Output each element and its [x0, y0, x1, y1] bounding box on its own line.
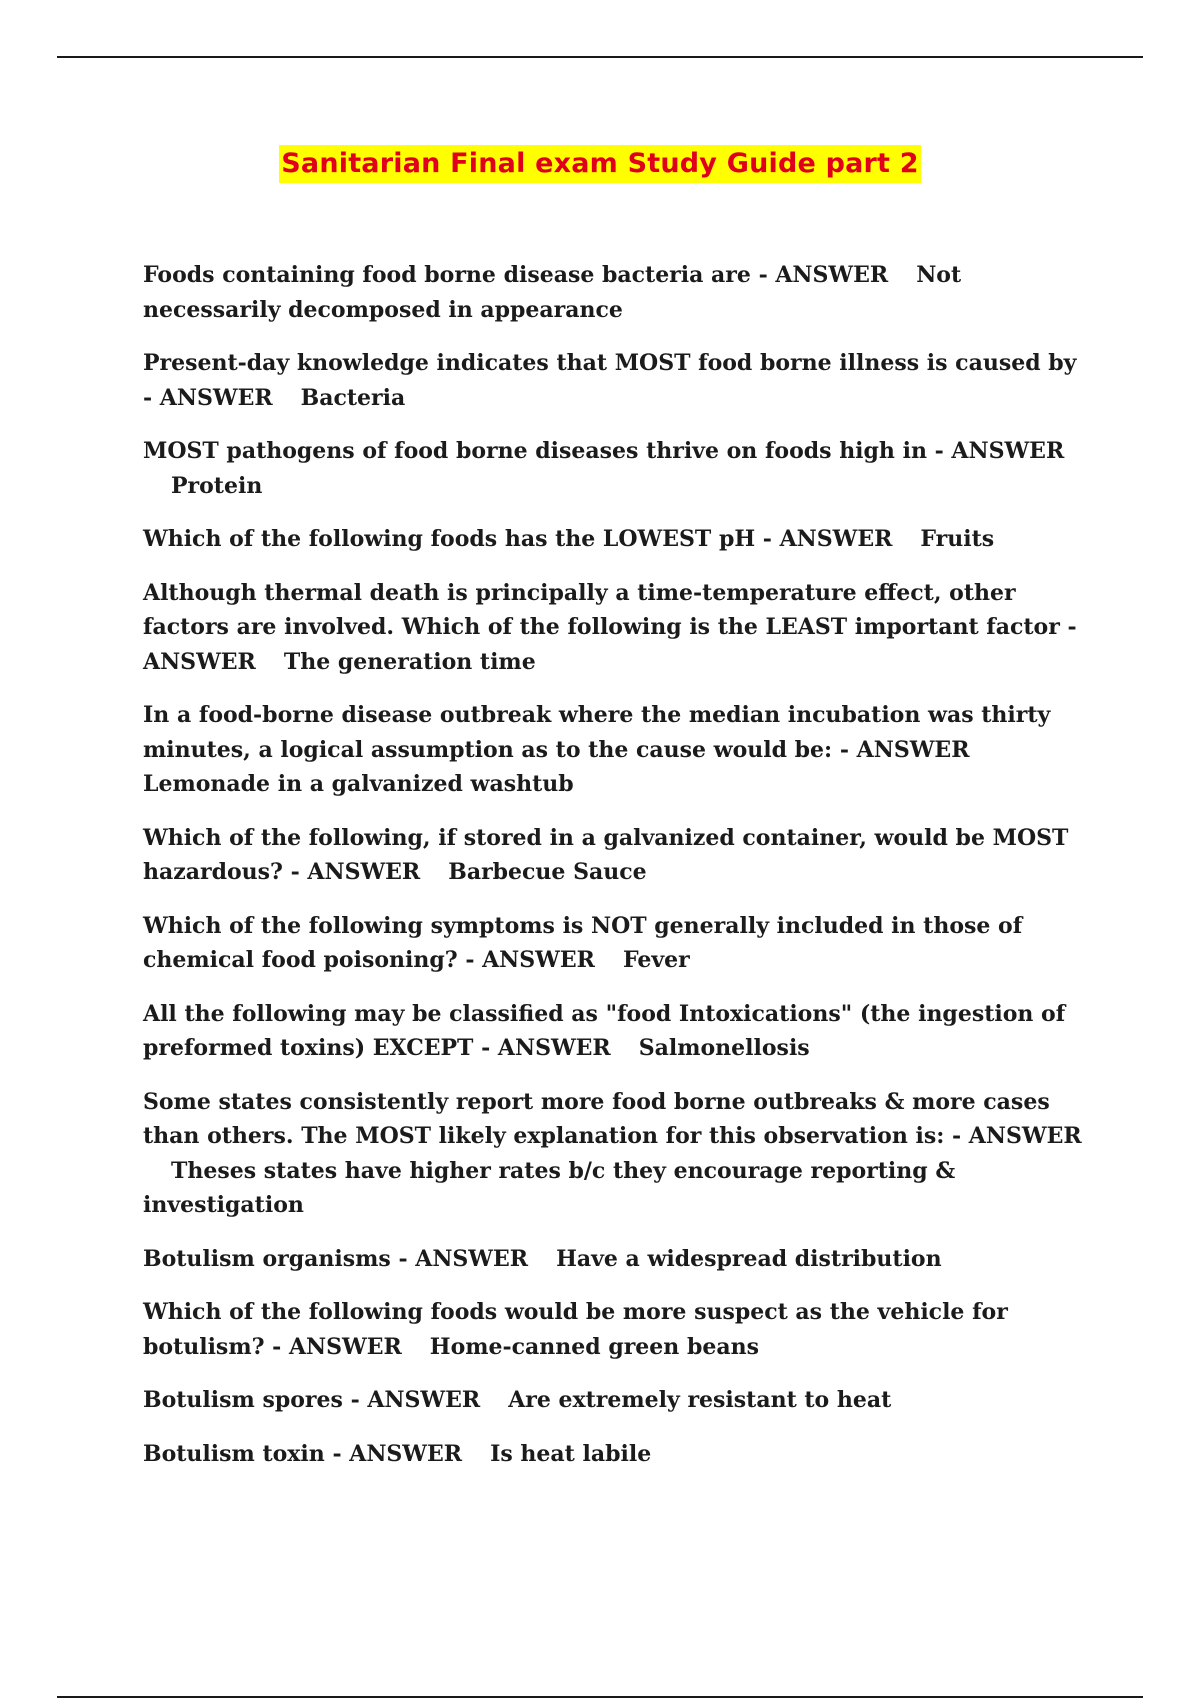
- qa-item: [143, 258, 1085, 327]
- question-text: Botulism spores: [143, 1387, 343, 1413]
- bottom-rule: [57, 1696, 1143, 1698]
- answer-marker: - ANSWER: [143, 384, 273, 411]
- answer-text: Barbecue Sauce: [448, 859, 647, 885]
- question-text: Botulism toxin: [143, 1440, 325, 1467]
- answer-text: Salmonellosis: [638, 1035, 810, 1061]
- qa-item: [143, 1085, 1085, 1223]
- question-text: Although thermal death is principally a time-temperature effect, other factors are involved. Which of the following is the LEAST important factor: [143, 579, 1060, 640]
- question-text: MOST pathogens of food borne diseases thrive on foods high in: [143, 438, 927, 464]
- question-text: Which of the following foods has the LOWEST pH: [143, 526, 756, 552]
- qa-list: [143, 258, 1085, 1490]
- question-text: Foods containing food borne disease bacteria are: [143, 262, 751, 288]
- qa-item: [143, 821, 1085, 890]
- answer-marker: - ANSWER: [332, 1440, 463, 1467]
- qa-item: [143, 1383, 1085, 1418]
- answer-text: Have a widespread distribution: [556, 1245, 942, 1272]
- qa-item: [143, 1242, 1085, 1277]
- qa-item: [143, 346, 1085, 415]
- answer-marker: - ANSWER: [350, 1387, 481, 1413]
- answer-marker: - ANSWER: [934, 438, 1065, 464]
- answer-marker: - ANSWER: [143, 614, 1077, 675]
- answer-text: Theses states have higher rates b/c they encourage reporting & investigation: [143, 1157, 956, 1218]
- answer-text: Lemonade in a galvanized washtub: [143, 771, 574, 797]
- qa-item: [143, 434, 1085, 503]
- answer-text: The generation time: [283, 648, 536, 675]
- answer-marker: - ANSWER: [465, 947, 595, 973]
- question-text: Which of the following, if stored in a galvanized container, would be MOST hazardous?: [143, 824, 1069, 885]
- answer-marker: - ANSWER: [481, 1035, 611, 1061]
- qa-item: [143, 698, 1085, 802]
- answer-text: Bacteria: [300, 384, 406, 411]
- question-text: Botulism organisms: [143, 1245, 391, 1272]
- answer-marker: - ANSWER: [758, 262, 889, 288]
- qa-item: [143, 1437, 1085, 1472]
- title-container: [0, 145, 1200, 183]
- answer-marker: - ANSWER: [762, 526, 893, 552]
- qa-item: [143, 997, 1085, 1066]
- question-text: In a food-borne disease outbreak where the median incubation was thirty minutes, a logical assumption as to the cause would be:: [143, 702, 1051, 763]
- question-text: Present-day knowledge indicates that MOST food borne illness is caused by: [143, 350, 1077, 376]
- qa-item: [143, 1295, 1085, 1364]
- document-title: Sanitarian Final exam Study Guide part 2: [279, 145, 921, 183]
- question-text: Which of the following symptoms is NOT generally included in those of chemical food poisoning?: [143, 912, 1023, 973]
- answer-text: Protein: [171, 472, 263, 499]
- top-rule: [57, 56, 1143, 58]
- question-text: Which of the following foods would be more suspect as the vehicle for botulism?: [143, 1299, 1008, 1360]
- answer-text: Are extremely resistant to heat: [508, 1387, 892, 1413]
- answer-text: Not necessarily decomposed in appearance: [143, 262, 962, 323]
- answer-text: Fever: [622, 947, 690, 973]
- answer-marker: - ANSWER: [839, 736, 970, 763]
- qa-item: [143, 909, 1085, 978]
- question-text: All the following may be classified as "food Intoxications" (the ingestion of preformed toxins) EXCEPT: [143, 1000, 1066, 1061]
- question-text: Some states consistently report more food borne outbreaks & more cases than others. The MOST likely explanation for this observation is:: [143, 1088, 1050, 1149]
- answer-marker: - ANSWER: [290, 859, 421, 885]
- answer-marker: - ANSWER: [952, 1123, 1082, 1149]
- answer-marker: - ANSWER: [398, 1245, 529, 1272]
- qa-item: [143, 576, 1085, 680]
- answer-text: Home-canned green beans: [429, 1333, 759, 1360]
- answer-marker: - ANSWER: [272, 1333, 402, 1360]
- answer-text: Is heat labile: [490, 1440, 652, 1467]
- answer-text: Fruits: [920, 526, 995, 552]
- qa-item: [143, 522, 1085, 557]
